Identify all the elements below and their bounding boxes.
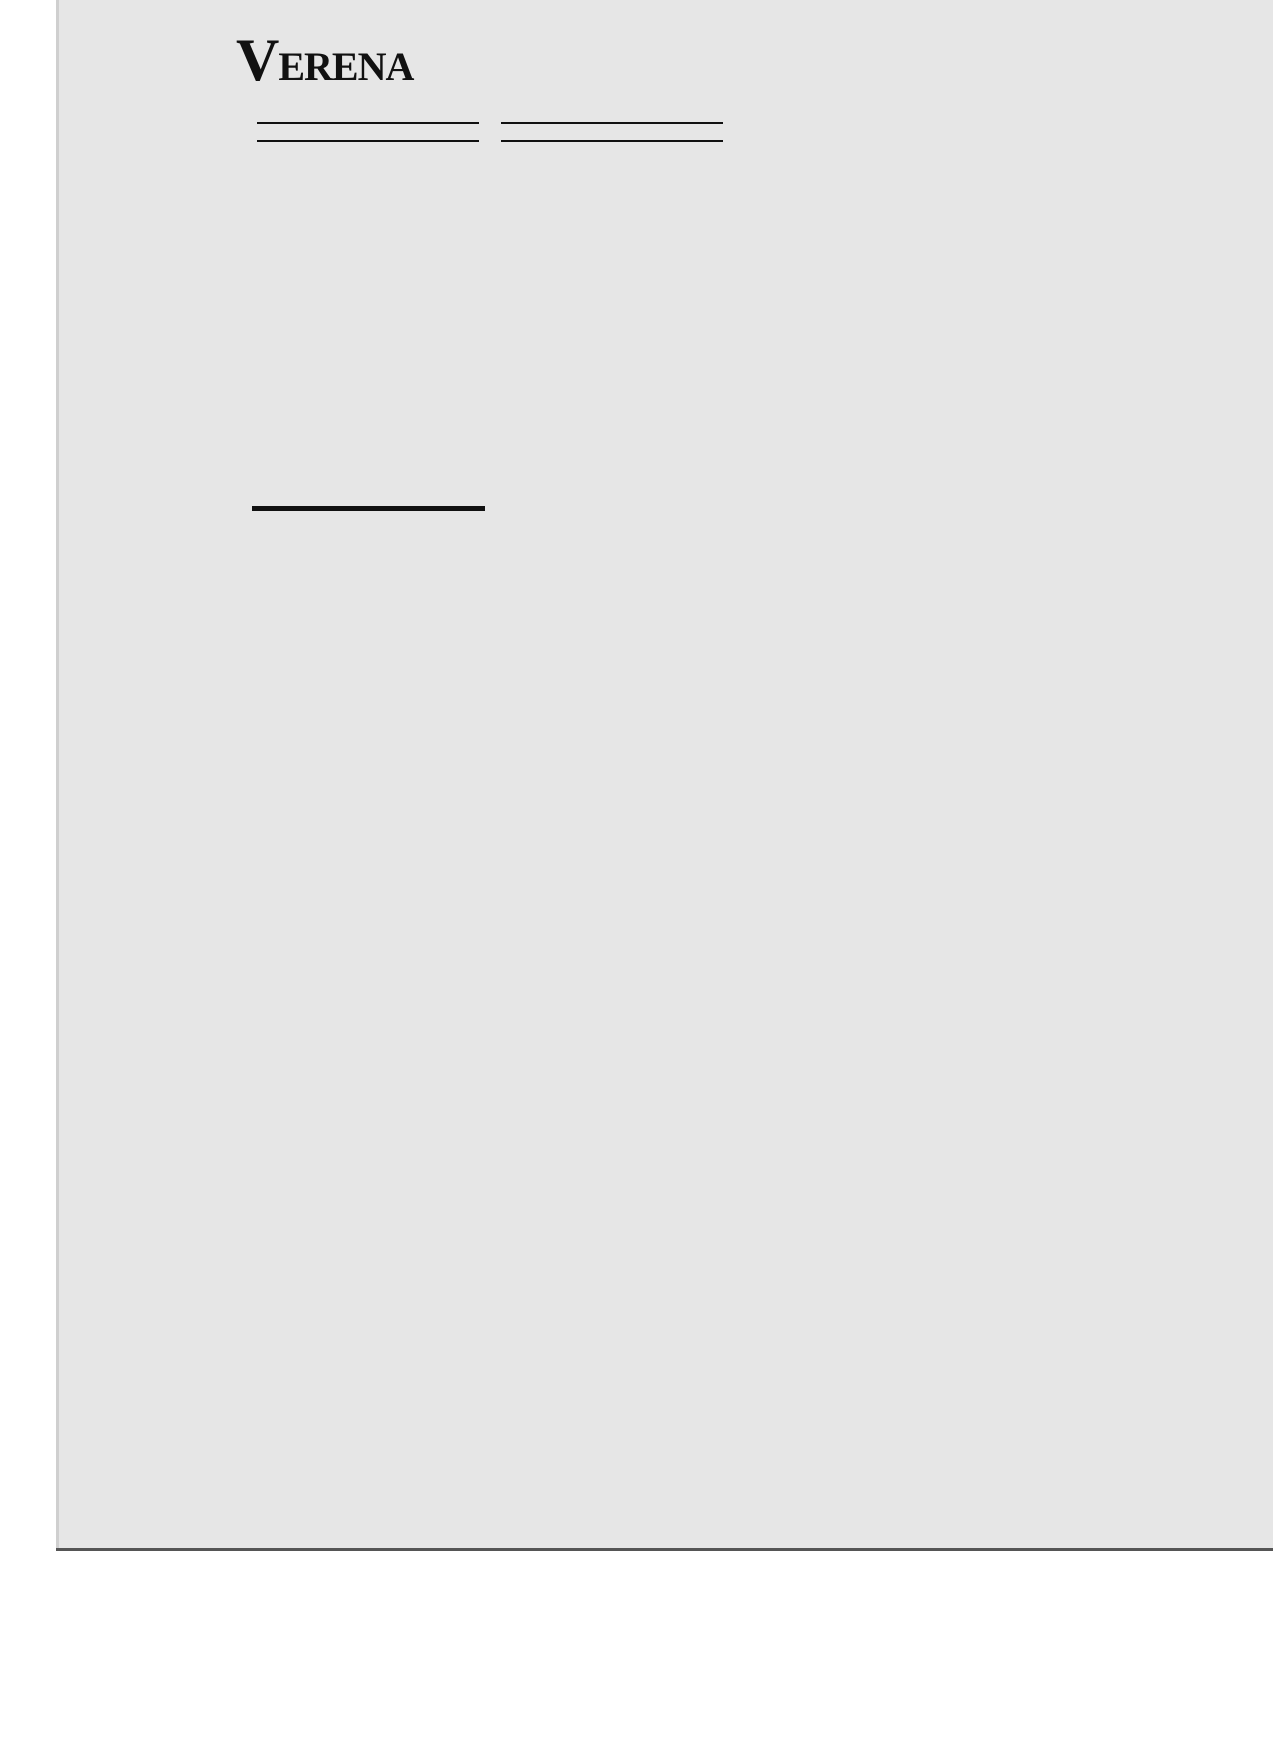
brand-logo: VERENA — [236, 27, 414, 93]
